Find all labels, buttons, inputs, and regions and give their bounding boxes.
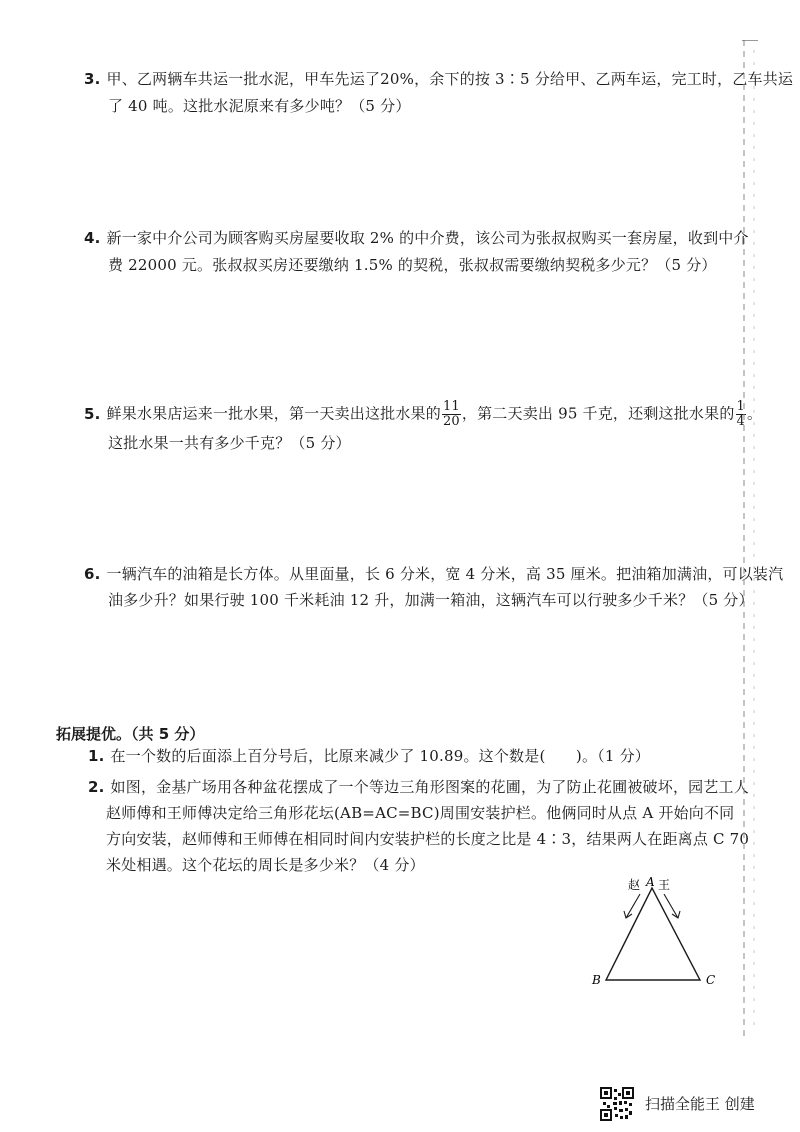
question-5 bbox=[84, 400, 762, 429]
question-4-line-2: 费 22000 元。张叔叔买房还要缴纳 1.5% 的契税，张叔叔需要缴纳契税多少元？（5 分） bbox=[108, 256, 717, 274]
question-text-line: 新一家中介公司为顾客购买房屋要收取 2% 的中介费，该公司为张叔叔购买一套房屋，收到中介 bbox=[106, 229, 749, 247]
label-wang: 王 bbox=[658, 878, 671, 892]
binding-edge-marks bbox=[740, 40, 762, 1040]
qr-code-icon bbox=[600, 1087, 634, 1121]
question-6 bbox=[84, 565, 783, 584]
question-number: 2. bbox=[88, 778, 105, 796]
question-text-line: 如图，金基广场用各种盆花摆成了一个等边三角形图案的花圃，为了防止花圃被破坏，园艺工人 bbox=[110, 778, 749, 796]
question-text-line: ，第二天卖出 95 千克，还剩这批水果的 bbox=[461, 404, 735, 423]
question-number: 6. bbox=[84, 565, 101, 583]
label-vertex-a: A bbox=[646, 875, 655, 889]
label-vertex-b: B bbox=[592, 973, 601, 987]
scanner-watermark-text: 扫描全能王 创建 bbox=[645, 1095, 755, 1113]
label-zhao: 赵 bbox=[628, 878, 641, 892]
extension-question-1 bbox=[88, 747, 650, 766]
triangle-abc bbox=[606, 888, 700, 980]
fraction-denominator: 4 bbox=[736, 414, 746, 429]
question-3-line-2: 了 40 吨。这批水泥原来有多少吨？（5 分） bbox=[108, 97, 411, 115]
question-5-line-2: 这批水果一共有多少千克？（5 分） bbox=[108, 434, 351, 452]
label-vertex-c: C bbox=[706, 973, 716, 987]
question-text-line: 在一个数的后面添上百分号后，比原来减少了 10.89。这个数是( )。（1 分） bbox=[110, 747, 650, 765]
extension-question-2-line-3: 方向安装，赵师傅和王师傅在相同时间内安装护栏的长度之比是 4∶3，结果两人在距离点 C 70 bbox=[106, 830, 750, 848]
question-text-line: 一辆汽车的油箱是长方体。从里面量，长 6 分米，宽 4 分米，高 35 厘米。把油箱加满油，可以装汽 bbox=[106, 565, 784, 583]
fraction-numerator: 11 bbox=[442, 399, 460, 414]
scanner-watermark bbox=[600, 1087, 790, 1119]
fraction-denominator: 20 bbox=[442, 414, 460, 429]
question-4 bbox=[84, 229, 749, 248]
arrow-zhao-icon bbox=[626, 894, 640, 918]
triangle-figure bbox=[588, 872, 728, 997]
section-heading: 拓展提优。（共 5 分） bbox=[56, 725, 205, 743]
question-number: 3. bbox=[84, 70, 101, 88]
fraction-numerator: 1 bbox=[736, 399, 746, 414]
question-text-line: 。 bbox=[747, 404, 763, 423]
question-text-line: 甲、乙两辆车共运一批水泥，甲车先运了20%，余下的按 3∶5 分给甲、乙两车运，完工时，乙车共运 bbox=[106, 70, 794, 88]
question-number: 5. bbox=[84, 404, 101, 423]
extension-question-2-line-4: 米处相遇。这个花坛的周长是多少米？（4 分） bbox=[106, 856, 425, 874]
question-6-line-2: 油多少升？如果行驶 100 千米耗油 12 升，加满一箱油，这辆汽车可以行驶多少千米？（5 分） bbox=[108, 591, 754, 609]
extension-question-2-line-2: 赵师傅和王师傅决定给三角形花坛(AB=AC=BC)周围安装护栏。他俩同时从点 A 开始向不同 bbox=[106, 804, 735, 822]
question-text-line: 鲜果水果店运来一批水果，第一天卖出这批水果的 bbox=[106, 404, 441, 423]
fraction-eleven-twentieths bbox=[442, 400, 461, 429]
question-3 bbox=[84, 70, 793, 89]
extension-question-2 bbox=[88, 778, 749, 797]
question-number: 4. bbox=[84, 229, 101, 247]
question-number: 1. bbox=[88, 747, 105, 765]
